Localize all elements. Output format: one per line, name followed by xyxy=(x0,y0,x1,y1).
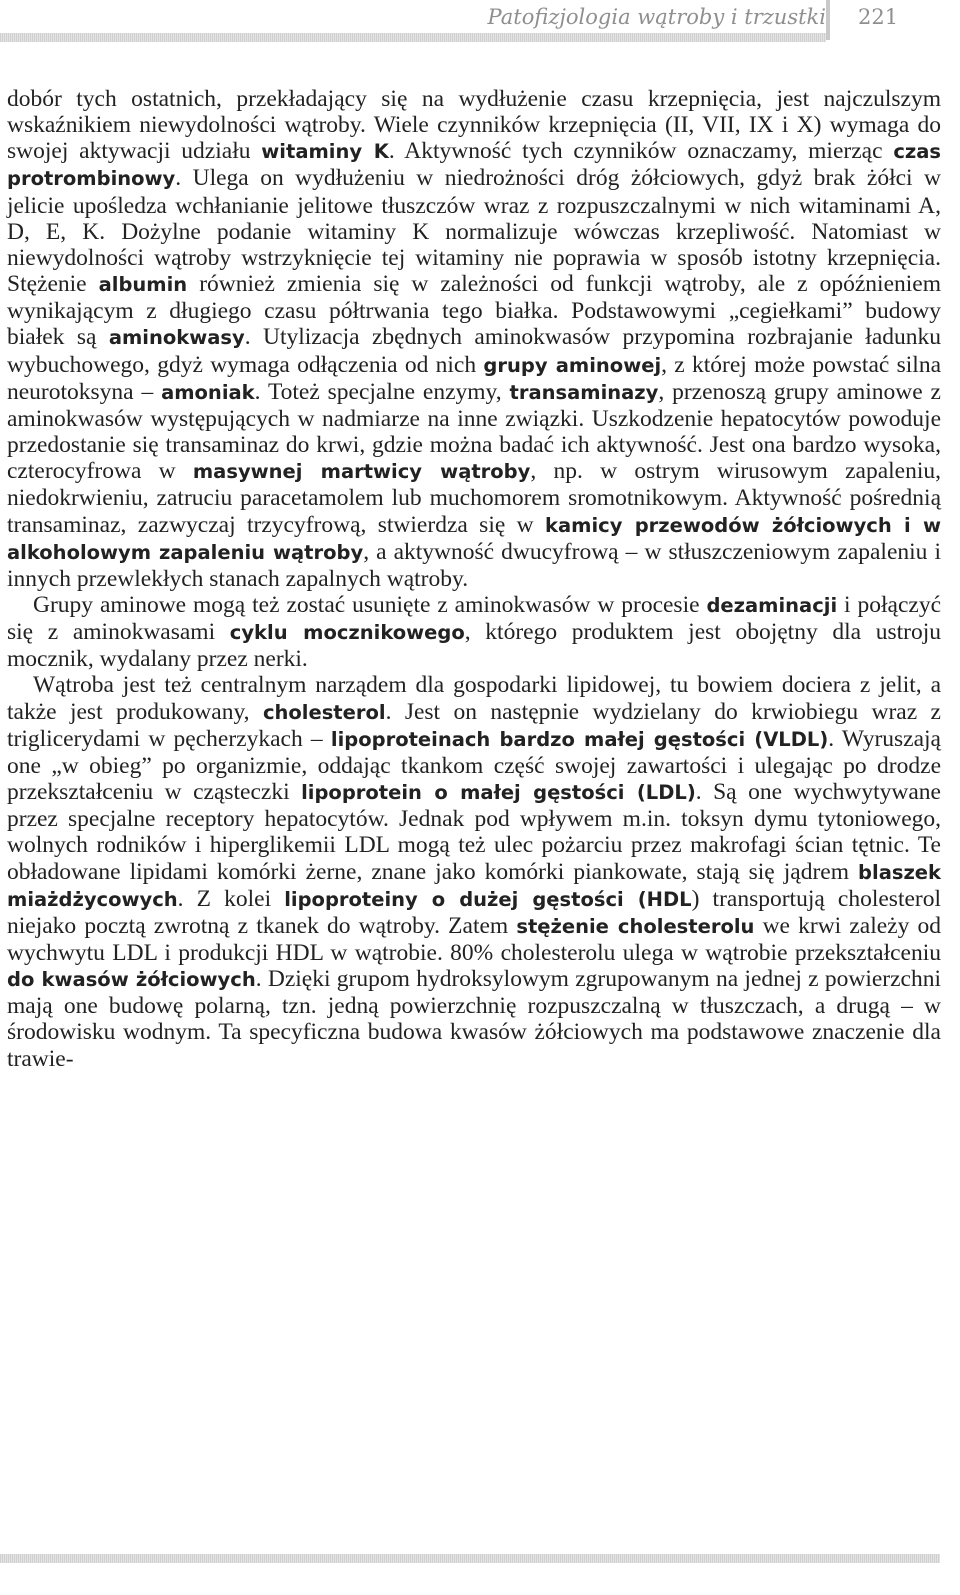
text-run: Wątroba jest też centralnym narządem dla gospodarki lipidowej, tu bowiem dociera z jelit, a także jest produkowany, xyxy=(7,672,941,725)
text-run: . Dzięki grupom hydroksylowym zgrupowanym na jednej z powierzchni mają one budowę polarną, tzn. jedną powierzchnię rozpuszczalną w tłuszczach, a drugą – w środowisku wodnym. Ta specyficzna budowa kwasów żółciowych ma podstawowe znaczenie dla trawie- xyxy=(7,966,942,1072)
text-run: . Są one wychwytywane przez specjalne receptory hepatocytów. Jednak pod wpływem m.in. toksyn dymu tytoniowego, wolnych rodników i hiperglikemii LDL mogą też ulec pożarciu przez makrofagi ścian tętnic. Te obładowane lipidami komórki żerne, znane jako komórki piankowate, stają się jądrem xyxy=(7,779,941,885)
key-term: lipoprotein o małej gęstości (LDL) xyxy=(301,781,696,805)
text-run: . Ulega on wydłużeniu w niedrożności dróg żółciowych, gdyż brak żółci w jelicie upośledza wchłanianie jelitowe tłuszczów wraz z rozpuszczalnymi w nich witaminami A, D, E, K. Dożylne podanie witaminy K normalizuje wówczas krzepliwość. Natomiast w niewydolności wątroby wstrzyknięcie tej witaminy nie poprawia w sposób istotny krzepnięcia. Stężenie xyxy=(7,165,941,298)
key-term: kamicy przewodów żółciowych i w alkoholowym zapaleniu wątroby xyxy=(7,513,941,564)
key-term: dezaminacji xyxy=(706,593,838,617)
text-run: , przenoszą grupy aminowe z aminokwasów występujących w nadmiarze na inne związki. Uszkodzenie hepatocytów powoduje przedostanie się transaminaz do krwi, gdzie można badać ich aktywność. Jest ona bardzo wysoka, czterocyfrowa w xyxy=(7,378,941,485)
page-number: 221 xyxy=(858,5,899,29)
paragraph xyxy=(7,86,941,592)
text-run: ) transportują cholesterol niejako pocztą zwrotną z tkanek do wątroby. Zatem xyxy=(7,885,942,939)
text-run: dobór tych ostatnich, przekładający się na wydłużenie czasu krzepnięcia, jest najczulszym wskaźnikiem niewydolności wątroby. Wiele czynników krzepnięcia (II, VII, IX i X) wymaga do swojej aktywacji udziału xyxy=(7,86,941,165)
text-run: Grupy aminowe mogą też zostać usunięte z aminokwasów w procesie xyxy=(33,591,707,618)
header-rule xyxy=(0,33,826,42)
text-run: . Wyruszają one „w obieg” po organizmie, oddając tkankom część swojej zawartości i ulegając po drodze przekształceniu w cząsteczki xyxy=(7,725,941,806)
key-term: masywnej martwicy wątroby xyxy=(192,460,531,484)
text-run: i połączyć się z aminokwasami xyxy=(7,591,942,646)
key-term: blaszek miażdżycowych xyxy=(7,860,941,911)
text-run: we krwi zależy od wychwytu LDL i produkcji HDL w wątrobie. 80% cholesterolu ulega w wątrobie przekształceniu xyxy=(7,912,942,966)
text-run: . Aktywność tych czynników oznaczamy, mierząc xyxy=(388,138,894,165)
key-term: amoniak xyxy=(161,380,255,404)
body-text xyxy=(7,86,941,1072)
text-run: . Z kolei xyxy=(177,885,285,912)
footer-rule xyxy=(0,1554,940,1563)
key-term: grupy aminowej xyxy=(483,353,662,377)
header-divider xyxy=(826,0,830,40)
running-title: Patofizjologia wątroby i trzustki xyxy=(487,5,826,29)
key-term: do kwasów żółciowych xyxy=(7,968,256,992)
paragraph xyxy=(7,592,941,672)
key-term: witaminy K xyxy=(261,140,389,164)
key-term: lipoproteiny o dużej gęstości (HDL xyxy=(284,887,692,911)
text-run: , którego produktem jest obojętny dla ustroju mocznik, wydalany przez nerki. xyxy=(7,619,941,673)
key-term: cholesterol xyxy=(262,700,386,724)
text-run: . Toteż specjalne enzymy, xyxy=(254,378,510,405)
text-run: , np. w ostrym wirusowym zapaleniu, niedokrwieniu, zatruciu paracetamolem lub muchomorem sromotnikowym. Aktywność pośrednią transaminaz, zazwyczaj trzycyfrową, stwierdza się w xyxy=(7,458,941,538)
text-run: . Jest on następnie wydzielany do krwiobiegu wraz z triglicerydami w pęcherzykach – xyxy=(7,698,941,752)
key-term: lipoproteinach bardzo małej gęstości (VLDL) xyxy=(330,727,829,751)
text-run: również zmienia się w zależności od funkcji wątroby, ale z opóźnieniem wynikającym z długiego czasu półtrwania tego białka. Podstawowymi „cegiełkami” budowy białek są xyxy=(7,271,941,351)
key-term: cyklu mocznikowego xyxy=(229,621,465,645)
text-run: , z której może powstać silna neurotoksyna – xyxy=(7,351,942,405)
key-term: transaminazy xyxy=(509,380,659,404)
key-term: stężenie cholesterolu xyxy=(516,914,755,938)
running-header xyxy=(0,0,960,44)
text-run: . Utylizacja zbędnych aminokwasów przypomina rozbrajanie ładunku wybuchowego, gdyż wymaga odłączenia od nich xyxy=(7,324,941,378)
key-term: aminokwasy xyxy=(108,326,245,350)
paragraph xyxy=(7,672,941,1071)
key-term: czas protrombinowy xyxy=(7,140,941,191)
text-run: , a aktywność dwucyfrową – w stłuszczeniowym zapaleniu i innych przewlekłych stanach zapalnych wątroby. xyxy=(7,538,941,592)
key-term: albumin xyxy=(98,273,188,297)
